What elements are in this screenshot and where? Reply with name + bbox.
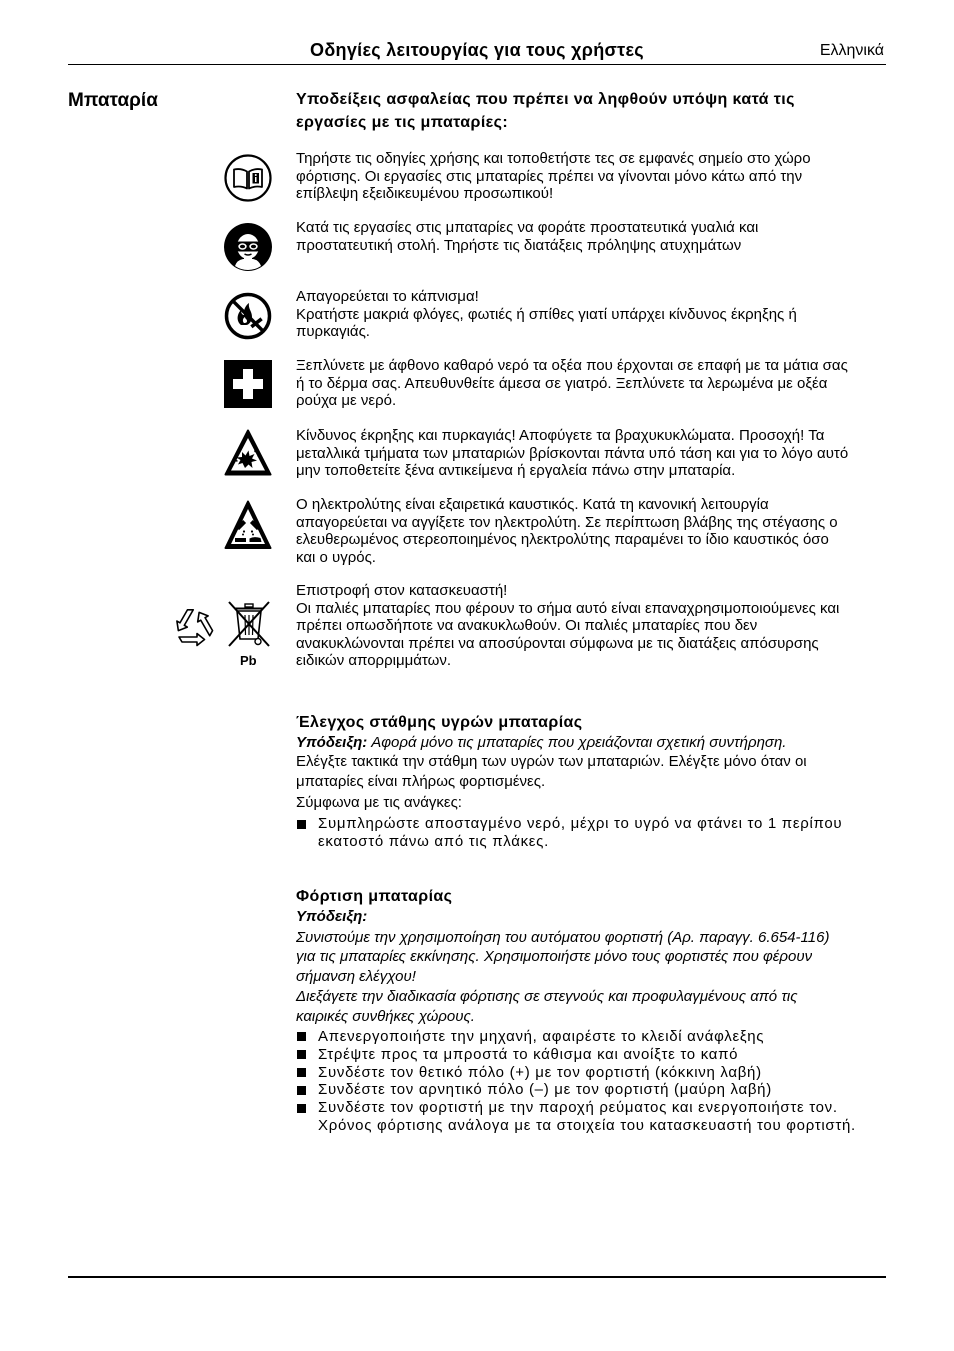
bullet-marker: [297, 1104, 306, 1113]
fluid-check-body: [296, 752, 807, 792]
corrosive-hazard-icon: [224, 500, 272, 550]
list-item: [296, 1046, 856, 1064]
fluid-check-list: [296, 815, 842, 851]
safety-note-line: πυρκαγιάς.: [296, 323, 370, 340]
list-item-text: Συνδέστε τον θετικό πόλο (+) με τον φορτιστή (κόκκινη λαβή): [318, 1063, 762, 1081]
note-line: καιρικές συνθήκες χώρους.: [296, 1007, 475, 1025]
safety-note-line: Επιστροφή στον κατασκευαστή!: [296, 582, 508, 599]
list-item-text: εκατοστό πάνω από τις πλάκες.: [318, 833, 549, 850]
safety-note-line: ή το δέρμα σας. Απευθυνθείτε άμεσα σε γιατρό. Ξεπλύνετε τα λερωμένα με οξέα: [296, 374, 828, 392]
body-line: Ελέγξτε τακτικά την στάθμη των υγρών των μπαταριών. Ελέγξτε μόνο όταν οι: [296, 753, 807, 770]
safety-note-line: Κρατήστε μακριά φλόγες, φωτιές ή σπίθες γιατί υπάρχει κίνδυνος έκρηξης ή: [296, 305, 797, 323]
charging-heading: Φόρτιση μπαταρίας: [296, 888, 453, 905]
first-aid-icon: [224, 360, 272, 408]
safety-note-line: Ξεπλύνετε με άφθονο καθαρό νερό τα οξέα που έρχονται σε επαφή με τα μάτια σας: [296, 357, 848, 374]
safety-note-no-smoking: [296, 288, 797, 341]
safety-note-read-manual: [296, 150, 811, 203]
note-line: σήμανση ελέγχου!: [296, 968, 416, 985]
safety-note-line: μην τοποθετείτε ξένα αντικείμενα ή εργαλεία πάνω στην μπαταρία.: [296, 462, 736, 479]
list-item: [296, 1081, 856, 1099]
safety-note-line: και ο υγρός.: [296, 548, 376, 566]
bullet-marker: [297, 1050, 306, 1059]
safety-note-line: Τηρήστε τις οδηγίες χρήσης και τοποθετήστε τες σε εμφανές σημείο στο χώρο: [296, 150, 811, 167]
footer-divider: [68, 1276, 886, 1278]
body-line: μπαταρίες είναι πλήρως φορτισμένες.: [296, 773, 546, 790]
safety-note-line: Απαγορεύεται το κάπνισμα!: [296, 288, 479, 305]
charging-note: [296, 928, 829, 1027]
safety-note-line: Κίνδυνος έκρηξης και πυρκαγιάς! Αποφύγετε τα βραχυκυκλώματα. Προσοχή! Τα: [296, 427, 825, 444]
safety-note-line: μεταλλικά τμήματα των μπαταριών βρίσκονται πάντα υπό τάση και για το λόγο αυτό: [296, 444, 849, 462]
fluid-check-intro: Σύμφωνα με τις ανάγκες:: [296, 794, 462, 811]
read-manual-icon: [224, 154, 272, 202]
safety-heading-line: Υποδείξεις ασφαλείας που πρέπει να ληφθούν υπόψη κατά τις: [296, 91, 795, 108]
safety-note-line: ρούχα με νερό.: [296, 392, 397, 409]
safety-note-line: επίβλεψη εξειδικευμένου προσωπικού!: [296, 185, 554, 202]
safety-note-line: πρέπει οπωσδήποτε να ανακυκλωθούν. Οι παλιές μπαταρίες που δεν: [296, 617, 758, 634]
list-item-text: Συνδέστε τον φορτιστή με την παροχή ρεύματος και ενεργοποιήστε τον.: [318, 1099, 838, 1117]
list-item-text: Συνδέστε τον αρνητικό πόλο (–) με τον φορτιστή (μαύρη λαβή): [318, 1081, 772, 1099]
language-label: Ελληνικά: [819, 42, 884, 59]
note-text: Αφορά μόνο τις μπαταρίες που χρειάζονται σχετική συντήρηση.: [371, 734, 787, 751]
no-smoking-no-fire-icon: [224, 292, 272, 340]
note-label: Υπόδειξη:: [296, 734, 368, 751]
header-divider: [68, 64, 886, 65]
list-item: [296, 1064, 856, 1082]
note-line: Διεξάγετε την διαδικασία φόρτισης σε στεγνούς και προφυλαγμένους από τις: [296, 987, 798, 1005]
safety-note-line: ανακυκλώνονται πρέπει να αποσύρονται σύμφωνα με τις διατάξεις απόσυρσης: [296, 634, 819, 652]
list-item: [296, 1099, 856, 1135]
safety-note-first-aid: [296, 357, 848, 410]
bullet-marker: [297, 1068, 306, 1077]
section-title: Μπαταρία: [68, 90, 158, 111]
list-item-text: Συμπληρώστε αποσταγμένο νερό, μέχρι το υγρό να φτάνει το 1 περίπου: [318, 815, 843, 832]
note-line: Συνιστούμε την χρησιμοποίηση του αυτόματου φορτιστή (Αρ. παραγγ. 6.654-116): [296, 928, 830, 946]
safety-heading-line: εργασίες με τις μπαταρίες:: [296, 114, 509, 131]
lead-marking-label: Pb: [240, 653, 257, 668]
list-item-text: Απενεργοποιήστε την μηχανή, αφαιρέστε το κλειδί ανάφλεξης: [318, 1028, 765, 1045]
note-label: Υπόδειξη:: [296, 908, 368, 925]
note-line: για τις μπαταρίες εκκίνησης. Χρησιμοποιήστε μόνο τους φορτιστές που φέρουν: [296, 948, 813, 966]
list-item: [296, 1028, 856, 1046]
safety-note-explosion: [296, 427, 848, 480]
list-item-text: Χρόνος φόρτισης ανάλογα με τα στοιχεία του κατασκευαστή του φορτιστή.: [318, 1116, 856, 1134]
safety-note-line: Ο ηλεκτρολύτης είναι εξαιρετικά καυστικός. Κατά τη κανονική λειτουργία: [296, 496, 769, 513]
bullet-marker: [297, 820, 306, 829]
safety-note-protective-gear: [296, 219, 758, 254]
list-item: [296, 815, 842, 851]
safety-note-line: Οι παλιές μπαταρίες που φέρουν το σήμα αυτό είναι επαναχρησιμοποιούμενες και: [296, 599, 840, 617]
safety-note-line: απαγορεύεται να αγγίξετε τον ηλεκτρολύτη. Σε περίπτωση βλάβης της στέγασης ο: [296, 513, 838, 531]
safety-note-recycling: [296, 582, 839, 670]
safety-note-line: προστατευτική στολή. Τηρήστε τις διατάξεις πρόληψης ατυχημάτων: [296, 236, 742, 254]
safety-note-corrosive: [296, 496, 838, 566]
bullet-marker: [297, 1032, 306, 1041]
page-header-title: Οδηγίες λειτουργίας για τους χρήστες: [310, 40, 644, 60]
recycling-icon: [170, 600, 218, 648]
explosion-hazard-icon: [224, 429, 272, 476]
safety-heading: [296, 88, 795, 134]
fluid-check-heading: Έλεγχος στάθμης υγρών μπαταρίας: [296, 714, 583, 731]
safety-note-line: φόρτισης. Οι εργασίες στις μπαταρίες πρέπει να γίνονται μόνο κάτω από την: [296, 167, 803, 185]
list-item-text: Στρέψτε προς τα μπροστά το κάθισμα και ανοίξτε το καπό: [318, 1045, 739, 1063]
crossed-out-bin-icon: [226, 599, 272, 649]
safety-note-line: Κατά τις εργασίες στις μπαταρίες να φοράτε προστατευτικά γυαλιά και: [296, 219, 759, 236]
fluid-check-note: [296, 734, 786, 752]
safety-note-line: ελευθερωμένος στερεοποιημένος ηλεκτρολύτης παραμένει το ίδιο καυστικός όσο: [296, 531, 829, 548]
charging-steps-list: [296, 1028, 856, 1135]
safety-note-line: ειδικών απορριμμάτων.: [296, 652, 451, 669]
safety-goggles-icon: [224, 223, 272, 271]
bullet-marker: [297, 1086, 306, 1095]
